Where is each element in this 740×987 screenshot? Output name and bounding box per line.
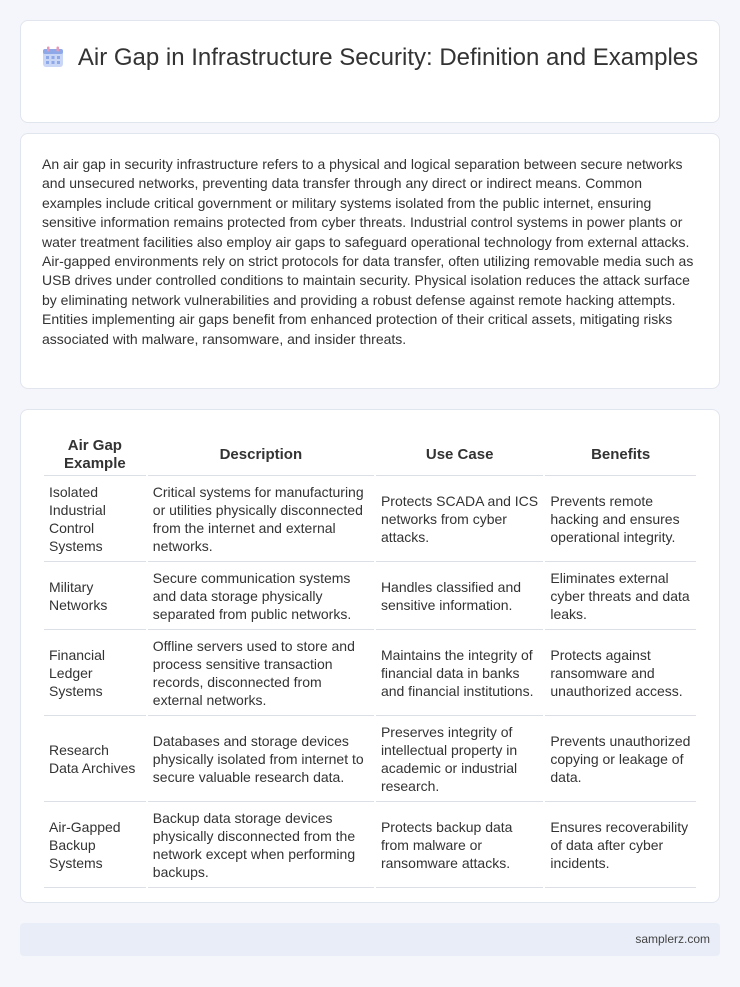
- footer-site-link[interactable]: samplerz.com: [635, 932, 710, 946]
- page-title-wrapper: [21, 43, 719, 73]
- header-use-case: Use Case: [376, 433, 543, 476]
- cell-use-case: Protects SCADA and ICS networks from cyber attacks.: [376, 478, 543, 562]
- table-row: [44, 718, 696, 802]
- cell-description: Databases and storage devices physically isolated from internet to secure valuable research data.: [148, 718, 374, 802]
- cell-description: Critical systems for manufacturing or utilities physically disconnected from the internet and external networks.: [148, 478, 374, 562]
- cell-example: Financial Ledger Systems: [44, 632, 146, 716]
- table-row: [44, 564, 696, 630]
- table-row: [44, 632, 696, 716]
- table-row: [44, 478, 696, 562]
- header-benefits: Benefits: [545, 433, 696, 476]
- cell-use-case: Handles classified and sensitive information.: [376, 564, 543, 630]
- footer-bar: [20, 923, 720, 956]
- cell-description: Offline servers used to store and process sensitive transaction records, disconnected from external networks.: [148, 632, 374, 716]
- cell-example: Research Data Archives: [44, 718, 146, 802]
- cell-benefits: Ensures recoverability of data after cyber incidents.: [545, 804, 696, 888]
- cell-example: Military Networks: [44, 564, 146, 630]
- cell-benefits: Eliminates external cyber threats and data leaks.: [545, 564, 696, 630]
- cell-benefits: Prevents remote hacking and ensures operational integrity.: [545, 478, 696, 562]
- air-gap-table: [42, 431, 698, 890]
- title-card: [20, 20, 720, 123]
- cell-use-case: Preserves integrity of intellectual property in academic or industrial research.: [376, 718, 543, 802]
- cell-use-case: Protects backup data from malware or ransomware attacks.: [376, 804, 543, 888]
- cell-description: Secure communication systems and data storage physically separated from public networks.: [148, 564, 374, 630]
- cell-example: Air-Gapped Backup Systems: [44, 804, 146, 888]
- page-title: Air Gap in Infrastructure Security: Definition and Examples: [77, 44, 699, 71]
- intro-paragraph: An air gap in security infrastructure refers to a physical and logical separation between secure networks and unsecured networks, preventing data transfer through any direct or indirect means. Common examples include critical government or military systems isolated from the public internet, ensuring sensitive information remains protected from cyber threats. Industrial control systems in power plants or water treatment facilities also employ air gaps to safeguard operational technology from external attacks. Air-gapped environments rely on strict protocols for data transfer, often utilizing removable media such as USB drives under controlled conditions to maintain security. Physical isolation reduces the attack surface by eliminating network vulnerabilities and providing a robust defense against remote hacking attempts. Entities implementing air gaps benefit from enhanced protection of their critical assets, mitigating risks associated with malware, ransomware, and insider threats.: [42, 156, 694, 347]
- header-example: Air Gap Example: [44, 433, 146, 476]
- table-card: [20, 409, 720, 903]
- cell-description: Backup data storage devices physically disconnected from the network except when performing backups.: [148, 804, 374, 888]
- header-description: Description: [148, 433, 374, 476]
- calendar-icon: [42, 46, 64, 68]
- intro-card: [20, 133, 720, 389]
- table-header-row: [44, 433, 696, 476]
- table-row: [44, 804, 696, 888]
- cell-benefits: Prevents unauthorized copying or leakage of data.: [545, 718, 696, 802]
- cell-benefits: Protects against ransomware and unauthorized access.: [545, 632, 696, 716]
- cell-example: Isolated Industrial Control Systems: [44, 478, 146, 562]
- cell-use-case: Maintains the integrity of financial data in banks and financial institutions.: [376, 632, 543, 716]
